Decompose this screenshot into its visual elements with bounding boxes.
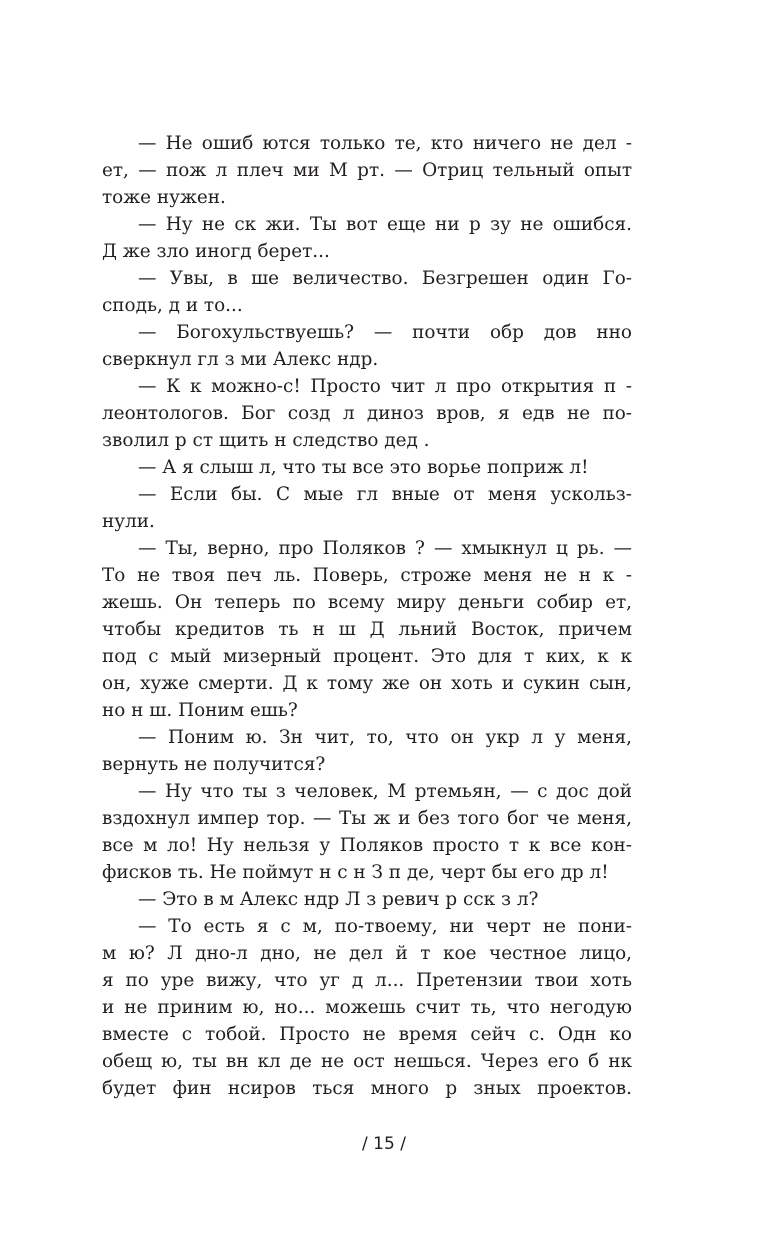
text-line: зволил р ст щить н следство дед . [102,430,430,451]
text-line: и не приним ю, но... можешь счит ть, что негодую [102,997,632,1018]
text-line: — Ты, верно, про Поляков ? — хмыкнул ц рь. — [138,538,632,559]
text-line: фисков ть. Не поймут н с н З п де, черт бы его др л! [102,862,609,883]
text-line: ет, — пож л плеч ми М рт. — Отриц тельный опыт [102,160,632,181]
text-line: — К к можно-с! Просто чит л про открытия п - [138,376,632,397]
text-line: леонтологов. Бог созд л диноз вров, я едв не по- [102,403,632,424]
text-line: обещ ю, ты вн кл де не ост нешься. Через его б нк [102,1051,632,1072]
text-line: Д же зло иногд берет... [102,241,330,262]
text-line: — Ну не ск жи. Ты вот еще ни р зу не ошибся. [138,214,632,235]
text-line: жешь. Он теперь по всему миру деньги собир ет, [102,592,632,613]
text-line: будет фин нсиров ться много р зных проектов. [102,1078,632,1099]
text-line: под с мый мизерный процент. Это для т ких, к к [102,646,632,667]
text-line: нули. [102,511,155,532]
text-line: но н ш. Поним ешь? [102,700,298,721]
text-line: вернуть не получится? [102,754,326,775]
text-line: То не твоя печ ль. Поверь, строже меня не н к - [102,565,632,586]
text-line: сверкнул гл з ми Алекс ндр. [102,349,379,370]
text-line: — Ну что ты з человек, М ртемьян, — с дос дой [138,781,632,802]
text-line: он, хуже смерти. Д к тому же он хоть и сукин сын, [102,673,632,694]
text-line: тоже нужен. [102,187,226,208]
text-line: — А я слыш л, что ты все это ворье поприж л! [138,457,589,478]
text-line: все м ло! Ну нельзя у Поляков просто т к все кон- [102,835,632,856]
text-line: м ю? Л дно-л дно, не дел й т кое честное лицо, [102,943,632,964]
text-line: чтобы кредитов ть н ш Д льний Восток, причем [102,619,632,640]
text-line: — То есть я с м, по-твоему, ни черт не пони- [138,916,632,937]
body-text [102,130,632,1102]
text-line: — Богохульствуешь? — почти обр дов нно [138,322,632,343]
text-line: — Это в м Алекс ндр Л з ревич р сск з л? [138,889,539,910]
text-line: вздохнул импер тор. — Ты ж и без того бог че меня, [102,808,632,829]
text-line: — Увы, в ше величество. Безгрешен один Го- [138,268,632,289]
page-number: / 15 / [362,1134,406,1154]
text-line: сподь, д и то... [102,295,243,316]
text-line: вместе с тобой. Просто не время сейч с. Одн ко [102,1024,632,1045]
text-line: я по уре вижу, что уг д л... Претензии твои хоть [102,970,632,991]
text-line: — Если бы. С мые гл вные от меня ускольз- [138,484,632,505]
text-line: — Поним ю. Зн чит, то, что он укр л у меня, [138,727,632,748]
text-line: — Не ошиб ются только те, кто ничего не дел - [138,133,632,154]
